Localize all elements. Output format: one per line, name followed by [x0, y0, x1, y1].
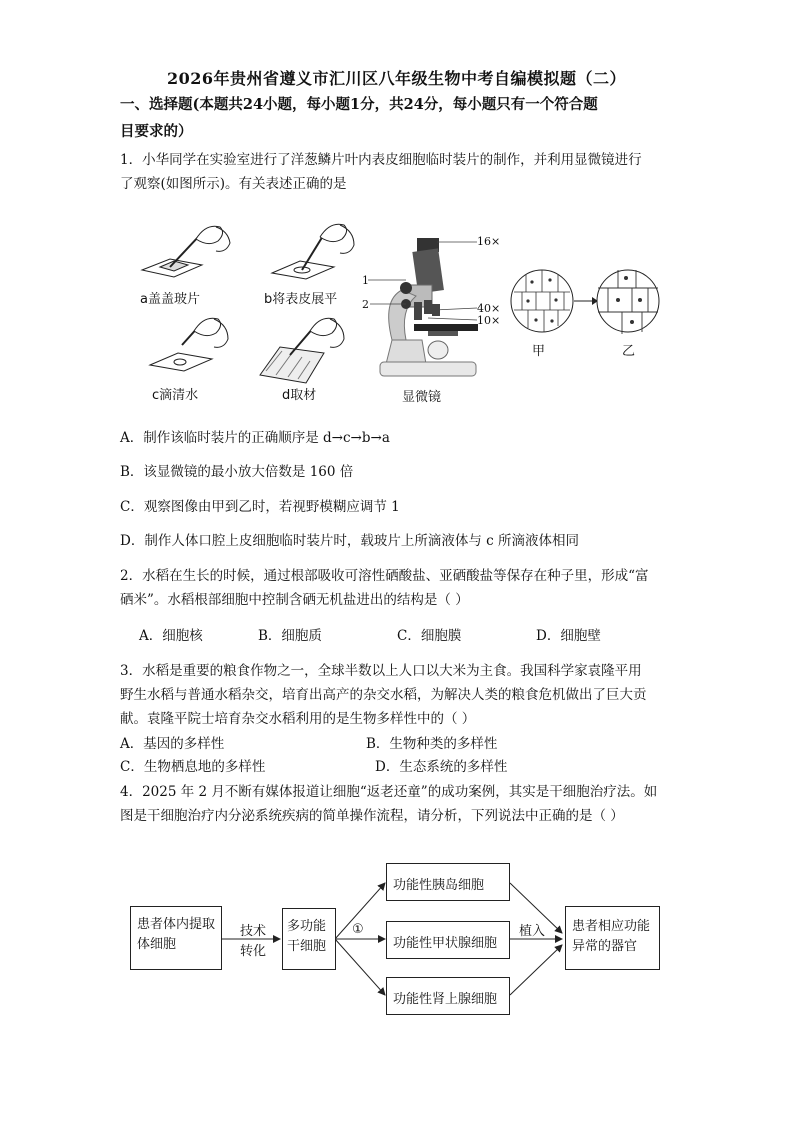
q1-option-c[interactable]: C．观察图像由甲到乙时，若视野模糊应调节 1 [120, 499, 400, 515]
microscope-icon [362, 230, 492, 388]
q3-stem-line2: 野生水稻与普通水稻杂交，培育出高产的杂交水稻，为解决人类的粮食危机做出了巨大贡 [120, 687, 647, 703]
q3-option-b[interactable]: B．生物种类的多样性 [366, 736, 498, 752]
flow-box-islet-cells: 功能性胰岛细胞 [386, 863, 510, 901]
q1-option-a[interactable]: A．制作该临时装片的正确顺序是 d→c→b→a [120, 430, 390, 446]
q1-option-d[interactable]: D．制作人体口腔上皮细胞临时装片时，载玻片上所滴液体与 c 所滴液体相同 [120, 533, 579, 549]
flow-box-adrenal-cells: 功能性肾上腺细胞 [386, 977, 510, 1015]
q2-option-b[interactable]: B．细胞质 [258, 628, 322, 644]
flow-box-thyroid-cells: 功能性甲状腺细胞 [386, 921, 510, 959]
label-2: 2 [362, 298, 369, 311]
field-view-jia [511, 270, 573, 332]
flow-label-step-1: ① [352, 922, 364, 937]
q3-option-c[interactable]: C．生物栖息地的多样性 [120, 759, 266, 775]
q1-stem-line2: 了观察(如图所示)。有关表述正确的是 [120, 176, 347, 192]
label-objective-10x: 10× [477, 314, 501, 327]
field-view-yi [597, 270, 659, 334]
section-heading-line2: 目要求的） [120, 123, 193, 140]
section-heading-line1: 一、选择题(本题共24小题，每小题1分，共24分，每小题只有一个符合题 [120, 96, 598, 113]
label-1: 1 [362, 274, 369, 287]
q4-stem-line1: 4．2025 年 2 月不断有媒体报道让细胞“返老还童”的成功案例，其实是干细胞治疗法。如 [120, 784, 658, 800]
caption-microscope: 显微镜 [402, 390, 442, 405]
q2-option-a[interactable]: A．细胞核 [139, 628, 203, 644]
microscope-field-views [508, 266, 664, 336]
caption-step-c: c滴清水 [152, 388, 199, 403]
flow-box-target-organ: 患者相应功能异常的器官 [565, 906, 660, 970]
label-yi: 乙 [622, 344, 636, 359]
page-title: 2026年贵州省遵义市汇川区八年级生物中考自编模拟题（二） [166, 69, 627, 88]
step-a-illustration [142, 226, 230, 277]
flow-label-tech-transform: 技术转化 [240, 924, 267, 959]
step-b-illustration [272, 224, 354, 279]
q1-option-b[interactable]: B．该显微镜的最小放大倍数是 160 倍 [120, 464, 354, 480]
q2-stem-line1: 2．水稻在生长的时候，通过根部吸收可溶性硒酸盐、亚硒酸盐等保存在种子里，形成“富 [120, 568, 649, 584]
label-objective-40x: 40× [477, 302, 501, 315]
caption-step-d: d取材 [282, 388, 317, 403]
q2-stem-line2: 硒米”。水稻根部细胞中控制含硒无机盐进出的结构是（ ） [120, 592, 469, 608]
q1-stem-line1: 1．小华同学在实验室进行了洋葱鳞片叶内表皮细胞临时装片的制作，并利用显微镜进行 [120, 152, 642, 168]
q4-stem-line2: 图是干细胞治疗内分泌系统疾病的简单操作流程，请分析，下列说法中正确的是（ ） [120, 808, 624, 824]
caption-step-b: b将表皮展平 [264, 292, 338, 307]
step-d-illustration [260, 318, 344, 383]
q3-stem-line3: 献。袁隆平院士培育杂交水稻利用的是生物多样性中的（ ） [120, 711, 476, 727]
q3-option-a[interactable]: A．基因的多样性 [120, 736, 225, 752]
q2-option-d[interactable]: D．细胞壁 [536, 628, 601, 644]
caption-step-a: a盖盖玻片 [140, 292, 200, 307]
step-c-illustration [150, 318, 228, 371]
flow-box-extract-somatic-cells: 患者体内提取体细胞 [130, 906, 222, 970]
flow-label-implant: 植入 [519, 924, 546, 939]
label-eyepiece-16x: 16× [477, 235, 501, 248]
flow-box-pluripotent-stem-cells: 多功能干细胞 [282, 908, 336, 970]
label-jia: 甲 [532, 344, 546, 359]
q3-stem-line1: 3．水稻是重要的粮食作物之一，全球半数以上人口以大米为主食。我国科学家袁隆平用 [120, 663, 642, 679]
q2-option-c[interactable]: C．细胞膜 [397, 628, 462, 644]
q3-option-d[interactable]: D．生态系统的多样性 [375, 759, 508, 775]
